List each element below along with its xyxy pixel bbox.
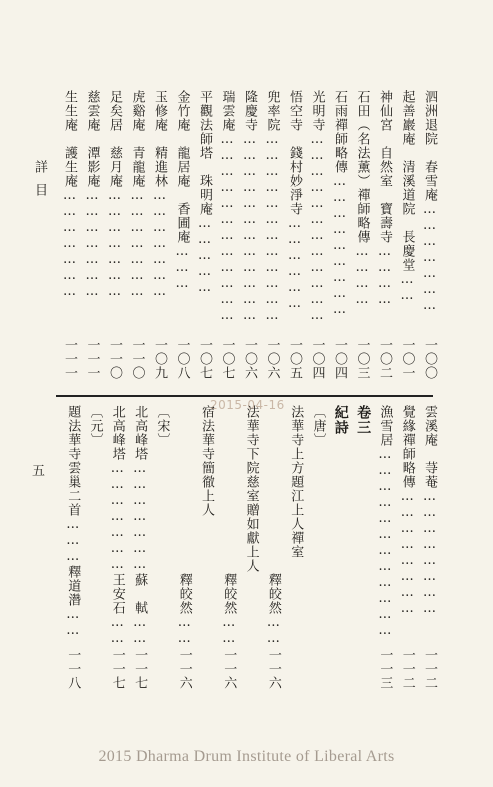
toc-entry: 生生庵 護生庵………………… bbox=[62, 90, 77, 300]
toc-page-number: 一一二 bbox=[399, 648, 415, 690]
toc-page-number: 一〇七 bbox=[197, 338, 212, 380]
toc-page-number: 一一二 bbox=[422, 648, 437, 690]
toc-page-number: 一一六 bbox=[265, 648, 281, 690]
toc-page-number: 一〇八 bbox=[174, 338, 190, 380]
toc-page-number: 一〇七 bbox=[219, 338, 235, 380]
toc-entry: 慈雲庵 潭影庵………………… bbox=[84, 90, 100, 300]
toc-entry: 〔唐〕 bbox=[310, 405, 326, 447]
section-heading: 紀詩 bbox=[332, 405, 349, 435]
toc-page-number: 一一一 bbox=[62, 338, 77, 380]
toc-page-number: 一一〇 bbox=[107, 338, 122, 380]
date-watermark: 2015-04-16 bbox=[210, 398, 285, 412]
toc-page-number: 一一〇 bbox=[129, 338, 145, 380]
toc-entry: 漁雪居……………………………… bbox=[377, 405, 393, 639]
footer-credit: 2015 Dharma Drum Institute of Liberal Arts bbox=[98, 748, 395, 765]
section-divider bbox=[56, 395, 433, 397]
toc-entry: 虎谿庵 青龍庵………………… bbox=[129, 90, 145, 300]
toc-page-number: 一〇四 bbox=[332, 338, 347, 380]
toc-entry: 釋皎然…… bbox=[221, 405, 237, 647]
section-heading: 卷三 bbox=[355, 405, 372, 435]
toc-entry: 〔元〕 bbox=[87, 405, 103, 447]
toc-entry: 法華寺下院慈室贈如獻上人 bbox=[243, 405, 259, 573]
toc-entry: 起善巖庵 清溪道院 長慶堂…… bbox=[399, 90, 415, 304]
toc-entry: 神仙宮 自然室 寶壽寺………… bbox=[377, 90, 392, 308]
toc-page-number: 一一七 bbox=[109, 648, 125, 690]
toc-page-number: 一〇二 bbox=[377, 338, 392, 380]
page-number: 五 bbox=[32, 464, 46, 479]
toc-page-number: 一一六 bbox=[176, 648, 192, 690]
toc-page-number: 一〇六 bbox=[264, 338, 280, 380]
toc-entry: 北高峰塔…………………王安石…… bbox=[109, 405, 125, 647]
toc-entry: 雲溪庵 䒭菴…………………… bbox=[422, 405, 437, 617]
toc-page-number: 一〇三 bbox=[354, 338, 370, 380]
toc-entry: 覺緣禪師略傳…………………… bbox=[399, 405, 415, 617]
toc-page-number: 一〇六 bbox=[242, 338, 257, 380]
toc-page-number: 一一八 bbox=[65, 648, 81, 690]
toc-entry: 玉修庵 精進林………………… bbox=[152, 90, 167, 300]
toc-page-number: 一〇四 bbox=[309, 338, 325, 380]
toc-entry: 題法華寺雲巢二首………釋道濳…… bbox=[65, 405, 81, 639]
toc-page-number: 一〇五 bbox=[287, 338, 302, 380]
toc-entry: 足矣居 慈月庵………………… bbox=[107, 90, 122, 300]
toc-entry: 金竹庵 龍居庵 香圃庵……… bbox=[174, 90, 190, 292]
toc-entry: 泗洲退院 春雪庵………………… bbox=[422, 90, 437, 314]
toc-page-number: 一一三 bbox=[377, 648, 393, 690]
toc-entry: 石雨禪師略傳……………………… bbox=[332, 90, 347, 318]
toc-entry: 法華寺上方題江上人禪室 bbox=[288, 405, 304, 559]
toc-page-number: 一〇〇 bbox=[422, 338, 437, 380]
toc-page-number: 一一一 bbox=[84, 338, 100, 380]
toc-entry: 隆慶寺……………………………… bbox=[242, 90, 257, 324]
toc-entry: 平觀法師塔 珠明庵…………… bbox=[197, 90, 212, 296]
toc-entry: 釋皎然…… bbox=[176, 405, 192, 647]
toc-page-number: 一一七 bbox=[132, 648, 148, 690]
toc-entry: 悟空寺 錢村妙淨寺……………… bbox=[287, 90, 302, 312]
toc-entry: 兜率院……………………………… bbox=[264, 90, 280, 324]
toc-entry: 宿法華寺簡徹上人 bbox=[199, 405, 214, 517]
toc-entry: 瑞雲庵……………………………… bbox=[219, 90, 235, 324]
toc-entry: 光明寺……………………………… bbox=[309, 90, 325, 324]
toc-page-number: 一〇一 bbox=[399, 338, 415, 380]
toc-entry: 釋皎然…… bbox=[265, 405, 281, 647]
toc-page-number: 一〇九 bbox=[152, 338, 167, 380]
toc-entry: 北高峰塔…………………蘇 軾…… bbox=[132, 405, 148, 647]
toc-entry: 〔宋〕 bbox=[154, 405, 170, 447]
toc-entry: 石田（名法薰）禪師略傳………… bbox=[354, 90, 370, 308]
toc-page-number: 一一六 bbox=[221, 648, 237, 690]
running-head: 詳目 bbox=[32, 160, 47, 206]
